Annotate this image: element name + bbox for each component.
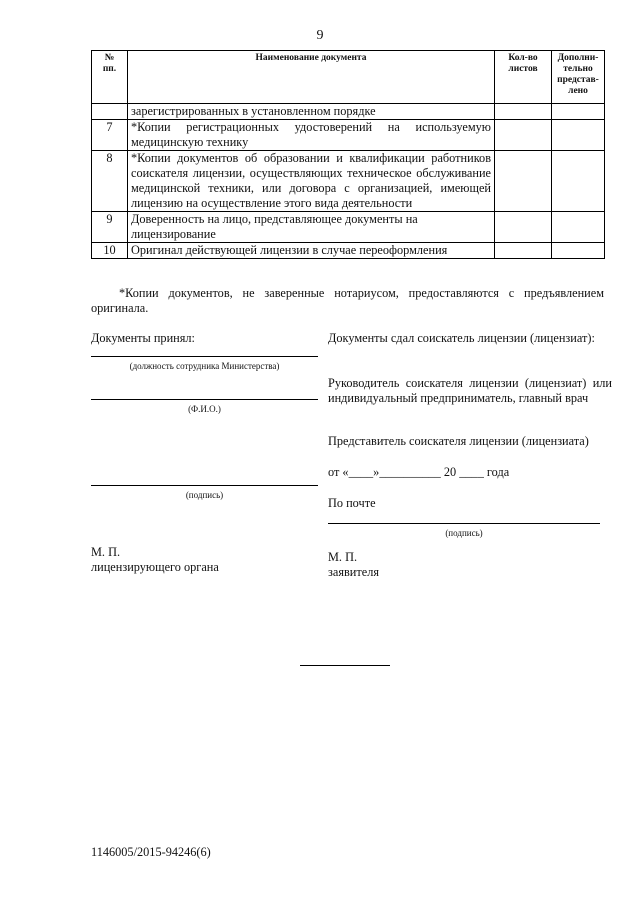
table-row [92,212,605,243]
row-count [495,151,552,212]
documents-table [91,50,605,259]
head-text: Руководитель соискателя лицензии (лицензиат) или индивидуальный предприниматель, главный врач [328,376,612,405]
table-row [92,104,605,120]
row-num: 10 [92,243,128,259]
row-num [92,104,128,120]
row-num: 8 [92,151,128,212]
header-extra: Дополни- тельно представ- лено [552,51,605,104]
page-number: 9 [316,28,324,43]
representative-text: Представитель соискателя лицензии (лицензиата) [328,434,589,448]
row-extra [552,104,605,120]
signature-caption-right: (подпись) [445,528,483,538]
fio-caption: (Ф.И.О.) [188,404,221,414]
table-header-row [92,51,605,104]
seal-right-line2: заявителя [328,565,379,579]
row-extra [552,212,605,243]
document-id: 1146005/2015-94246(6) [91,845,211,859]
signature-line-left [91,485,318,486]
signature-line-right [328,523,600,524]
row-name: зарегистрированных в установленном порядке [128,104,495,120]
row-count [495,212,552,243]
row-count [495,243,552,259]
submitted-label: Документы сдал соискатель лицензии (лицензиат): [328,331,595,345]
header-name: Наименование документа [128,51,495,104]
fio-line [91,399,318,400]
footnote: *Копии документов, не заверенные нотариусом, предоставляются с предъявлением оригинала. [91,286,604,315]
table-row [92,243,605,259]
header-num: № пп. [92,51,128,104]
seal-left-line1: М. П. [91,545,121,559]
mail-text: По почте [328,496,376,510]
end-divider [300,665,390,666]
seal-left-line2: лицензирующего органа [91,560,219,574]
row-name: Доверенность на лицо, представляющее документы на лицензирование [128,212,495,243]
row-name: Оригинал действующей лицензии в случае переоформления [128,243,495,259]
position-caption: (должность сотрудника Министерства) [129,361,280,371]
row-extra [552,151,605,212]
signature-caption-left: (подпись) [185,490,224,500]
row-count [495,120,552,151]
row-count [495,104,552,120]
header-count: Кол-во листов [495,51,552,104]
table-row [92,120,605,151]
seal-right-line1: М. П. [328,550,358,564]
row-extra [552,120,605,151]
row-name: *Копии регистрационных удостоверений на используемую медицинскую технику [128,120,495,151]
row-extra [552,243,605,259]
row-num: 9 [92,212,128,243]
accepted-label: Документы принял: [91,331,195,345]
row-name: *Копии документов об образовании и квалификации работников соискателя лицензии, осуществляющих техническое обслуживание медицинской техники, или договора с организацией, имеющей лицензию на осуществление этого вида деятельности [128,151,495,212]
position-line [91,356,318,357]
row-num: 7 [92,120,128,151]
table-row [92,151,605,212]
date-text: от «____»__________ 20 ____ года [328,465,510,479]
